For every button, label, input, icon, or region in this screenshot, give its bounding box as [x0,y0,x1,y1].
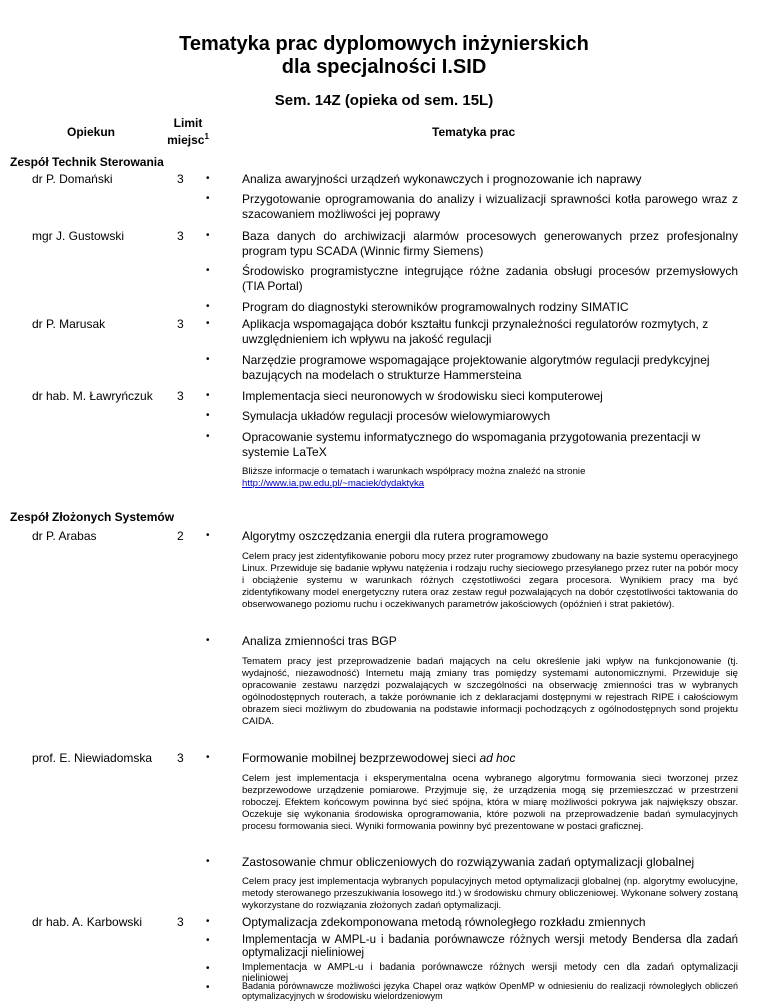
topic-item: Baza danych do archiwizacji alarmów procesowych generowanych przez profesjonalny program typu SCADA (Winnic firmy Siemens) [242,229,738,258]
limit-value: 3 [177,172,184,186]
supervisor-name: dr hab. A. Karbowski [32,915,143,929]
semester-subtitle: Sem. 14Z (opieka od sem. 15L) [274,92,494,109]
bullet-icon: • [206,431,210,442]
topic-item: Środowisko programistyczne integrujące różne zadania obsługi procesów przemysłowych (TIA Portal) [242,264,738,293]
bullet-icon: • [206,410,210,421]
bullet-icon: • [206,193,210,204]
bullet-icon: • [206,935,210,946]
topic-description: Celem pracy jest zidentyfikowanie poboru mocy przez ruter programowy zbudowany na bazie systemu operacyjnego Linux. Przewiduje się badanie wpływu natężenia i rodzaju ruchy sieciowego przesyłanego przez ruter na pobór mocy i obciążenie systemu w warunkach różnych częstotliwości zegara procesora. Wynikiem pracy ma być zidentyfikowany model energetyczny rutera oraz zestaw reguł pozwalających na dobór częstotliwości taktowania do obserwowanego poziomu ruchu i oczekiwanych parametrów jakościowych (opóźnień i strat pakietów). [242,551,738,610]
topic-item: Analiza awaryjności urządzeń wykonawczych i prognozowanie ich naprawy [242,172,642,186]
header-limit [160,116,216,147]
supervisor-name: dr P. Marusak [32,317,106,331]
topic-item: Optymalizacja zdekomponowana metodą równoległego rozkładu zmiennych [242,915,646,929]
bullet-icon: • [206,173,210,184]
topic-item: Przygotowanie oprogramowania do analizy i wizualizacji sprawności kotła parowego wraz z szacowaniem możliwości jej poprawy [242,192,738,221]
bullet-icon: • [206,963,210,974]
limit-value: 2 [177,529,184,543]
bullet-icon: • [206,530,210,541]
topic-item: Symulacja układów regulacji procesów wielowymiarowych [242,409,551,423]
page-title [0,33,768,79]
bullet-icon: • [206,318,210,329]
group-title-2: Zespół Złożonych Systemów [10,510,175,524]
topic-title: Algorytmy oszczędzania energii dla rutera programowego [242,529,549,543]
dydaktyka-link[interactable]: http://www.ia.pw.edu.pl/~maciek/dydaktyka [242,478,425,489]
topic-item: Program do diagnostyki sterowników programowalnych rodziny SIMATIC [242,300,629,314]
topic-item: Opracowanie systemu informatycznego do wspomagania przygotowania prezentacji w systemie LaTeX [242,430,701,459]
bullet-icon: • [206,752,210,763]
limit-value: 3 [177,915,184,929]
supervisor-name: dr hab. M. Ławryńczuk [32,389,153,403]
header-limit-line2: miejsc$^1$ [167,132,209,147]
bullet-icon: • [206,982,210,993]
info-note [242,466,738,490]
title-line-1: Tematyka prac dyplomowych inżynierskich [179,33,589,55]
supervisor-name: prof. E. Niewiadomska [32,751,153,765]
group-title-1: Zespół Technik Sterowania [10,155,164,169]
footnote-ref: 1 [204,132,209,141]
topic-title-emphasis: ad hoc [479,751,516,765]
topic-item: Narzędzie programowe wspomagające projektowanie algorytmów regulacji predykcyjnej bazujących na modelach o strukturze Hammersteina [242,353,710,382]
topic-description: Celem jest implementacja i eksperymentalna ocena wybranego algorytmu formowania sieci tworzonej przez bezprzewodowe urządzenie pomiarowe. Przyjmuje się, że urządzenia mogą się przemieszczać w przestrzeni roboczej. Efektem końcowym powinna być sieć spójna, która w miarę możliwości pokrywa jak największy obszar. Oczekuje się wykonania środowiska oprogramowania, które pozwoli na przeprowadzenie badań symulacyjnych procesu formowania sieci. Wyniki formowania powinny być prezentowane w postaci graficznej. [242,773,738,832]
bullet-icon: • [206,635,210,646]
topic-item-a: Implementacja w AMPL-u i badania porównawcze różnych wersji metody cen dla zadań optymalizacji nieliniowej [242,962,738,984]
supervisor-name: mgr J. Gustowski [32,229,125,243]
limit-value: 3 [177,751,184,765]
supervisor-name: dr P. Domański [32,172,113,186]
limit-value: 3 [177,317,184,331]
bullet-icon: • [206,354,210,365]
topic-description: Tematem pracy jest przeprowadzenie badań mających na celu określenie jaki wpływ na funkcjonowanie (tj. wydajność, niezawodność) Internetu mają zmiany tras pomiędzy systemami autonomicznymi. Przewiduje się opracowanie zestawu narzędzi pozwalających w szczególności na obserwację zmienności tras w wybranych ogólnodostępnych routerach, a także porównanie ich z deklaracjami dostępnymi w rejestrach RIPE i całościowym obrazem sieci możliwym do zbudowania na podstawie informacji pochodzących z ogólnodostępnych sond projektu CAIDA. [242,656,738,727]
title-line-2: dla specjalności I.SID [281,56,487,78]
header-tematyka: Tematyka prac [432,125,516,139]
topic-item: Badania porównawcze możliwości języka Chapel oraz wątków OpenMP w odniesieniu do realizacji równoległych obliczeń optymalizacyjnych w środowisku wielordzeniowym [242,981,738,1001]
header-limit-line1: Limit [173,116,203,130]
bullet-icon: • [206,916,210,927]
limit-value: 3 [177,229,184,243]
topic-item: Implementacja sieci neuronowych w środowisku sieci komputerowej [242,389,603,403]
bullet-icon: • [206,856,210,867]
topic-description: Celem pracy jest implementacja wybranych populacyjnych metod optymalizacji globalnej (np. algorytmy ewolucyjne, metody sterowanego przeszukiwania losowego itd.) w środowisku chmury obliczeniowej. Wykonane solwery zostaną wykorzystane do rozwiązania złożonych zadań optymalizacji. [242,876,738,911]
topic-title: Formowanie mobilnej bezprzewodowej sieci ad hoc [242,751,516,765]
bullet-icon: • [206,390,210,401]
topic-title: Analiza zmienności tras BGP [242,634,397,648]
bullet-icon: • [206,230,210,241]
topic-title: Zastosowanie chmur obliczeniowych do rozwiązywania zadań optymalizacji globalnej [242,855,695,869]
header-opiekun: Opiekun [67,125,116,139]
supervisor-name: dr P. Arabas [32,529,97,543]
topic-item: Implementacja w AMPL-u i badania porównawcze różnych wersji metody Bendersa dla zadań optymalizacji nieliniowej [242,934,738,959]
bullet-icon: • [206,265,210,276]
limit-value: 3 [177,389,184,403]
bullet-icon: • [206,301,210,312]
topic-item: Aplikacja wspomagająca dobór kształtu funkcji przynależności regulatorów rozmytych, z uwzględnieniem ich wpływu na jakość regulacji [242,317,709,346]
info-note-text: Bliższe informacje o tematach i warunkach współpracy można znaleźć na stronie [242,466,586,477]
